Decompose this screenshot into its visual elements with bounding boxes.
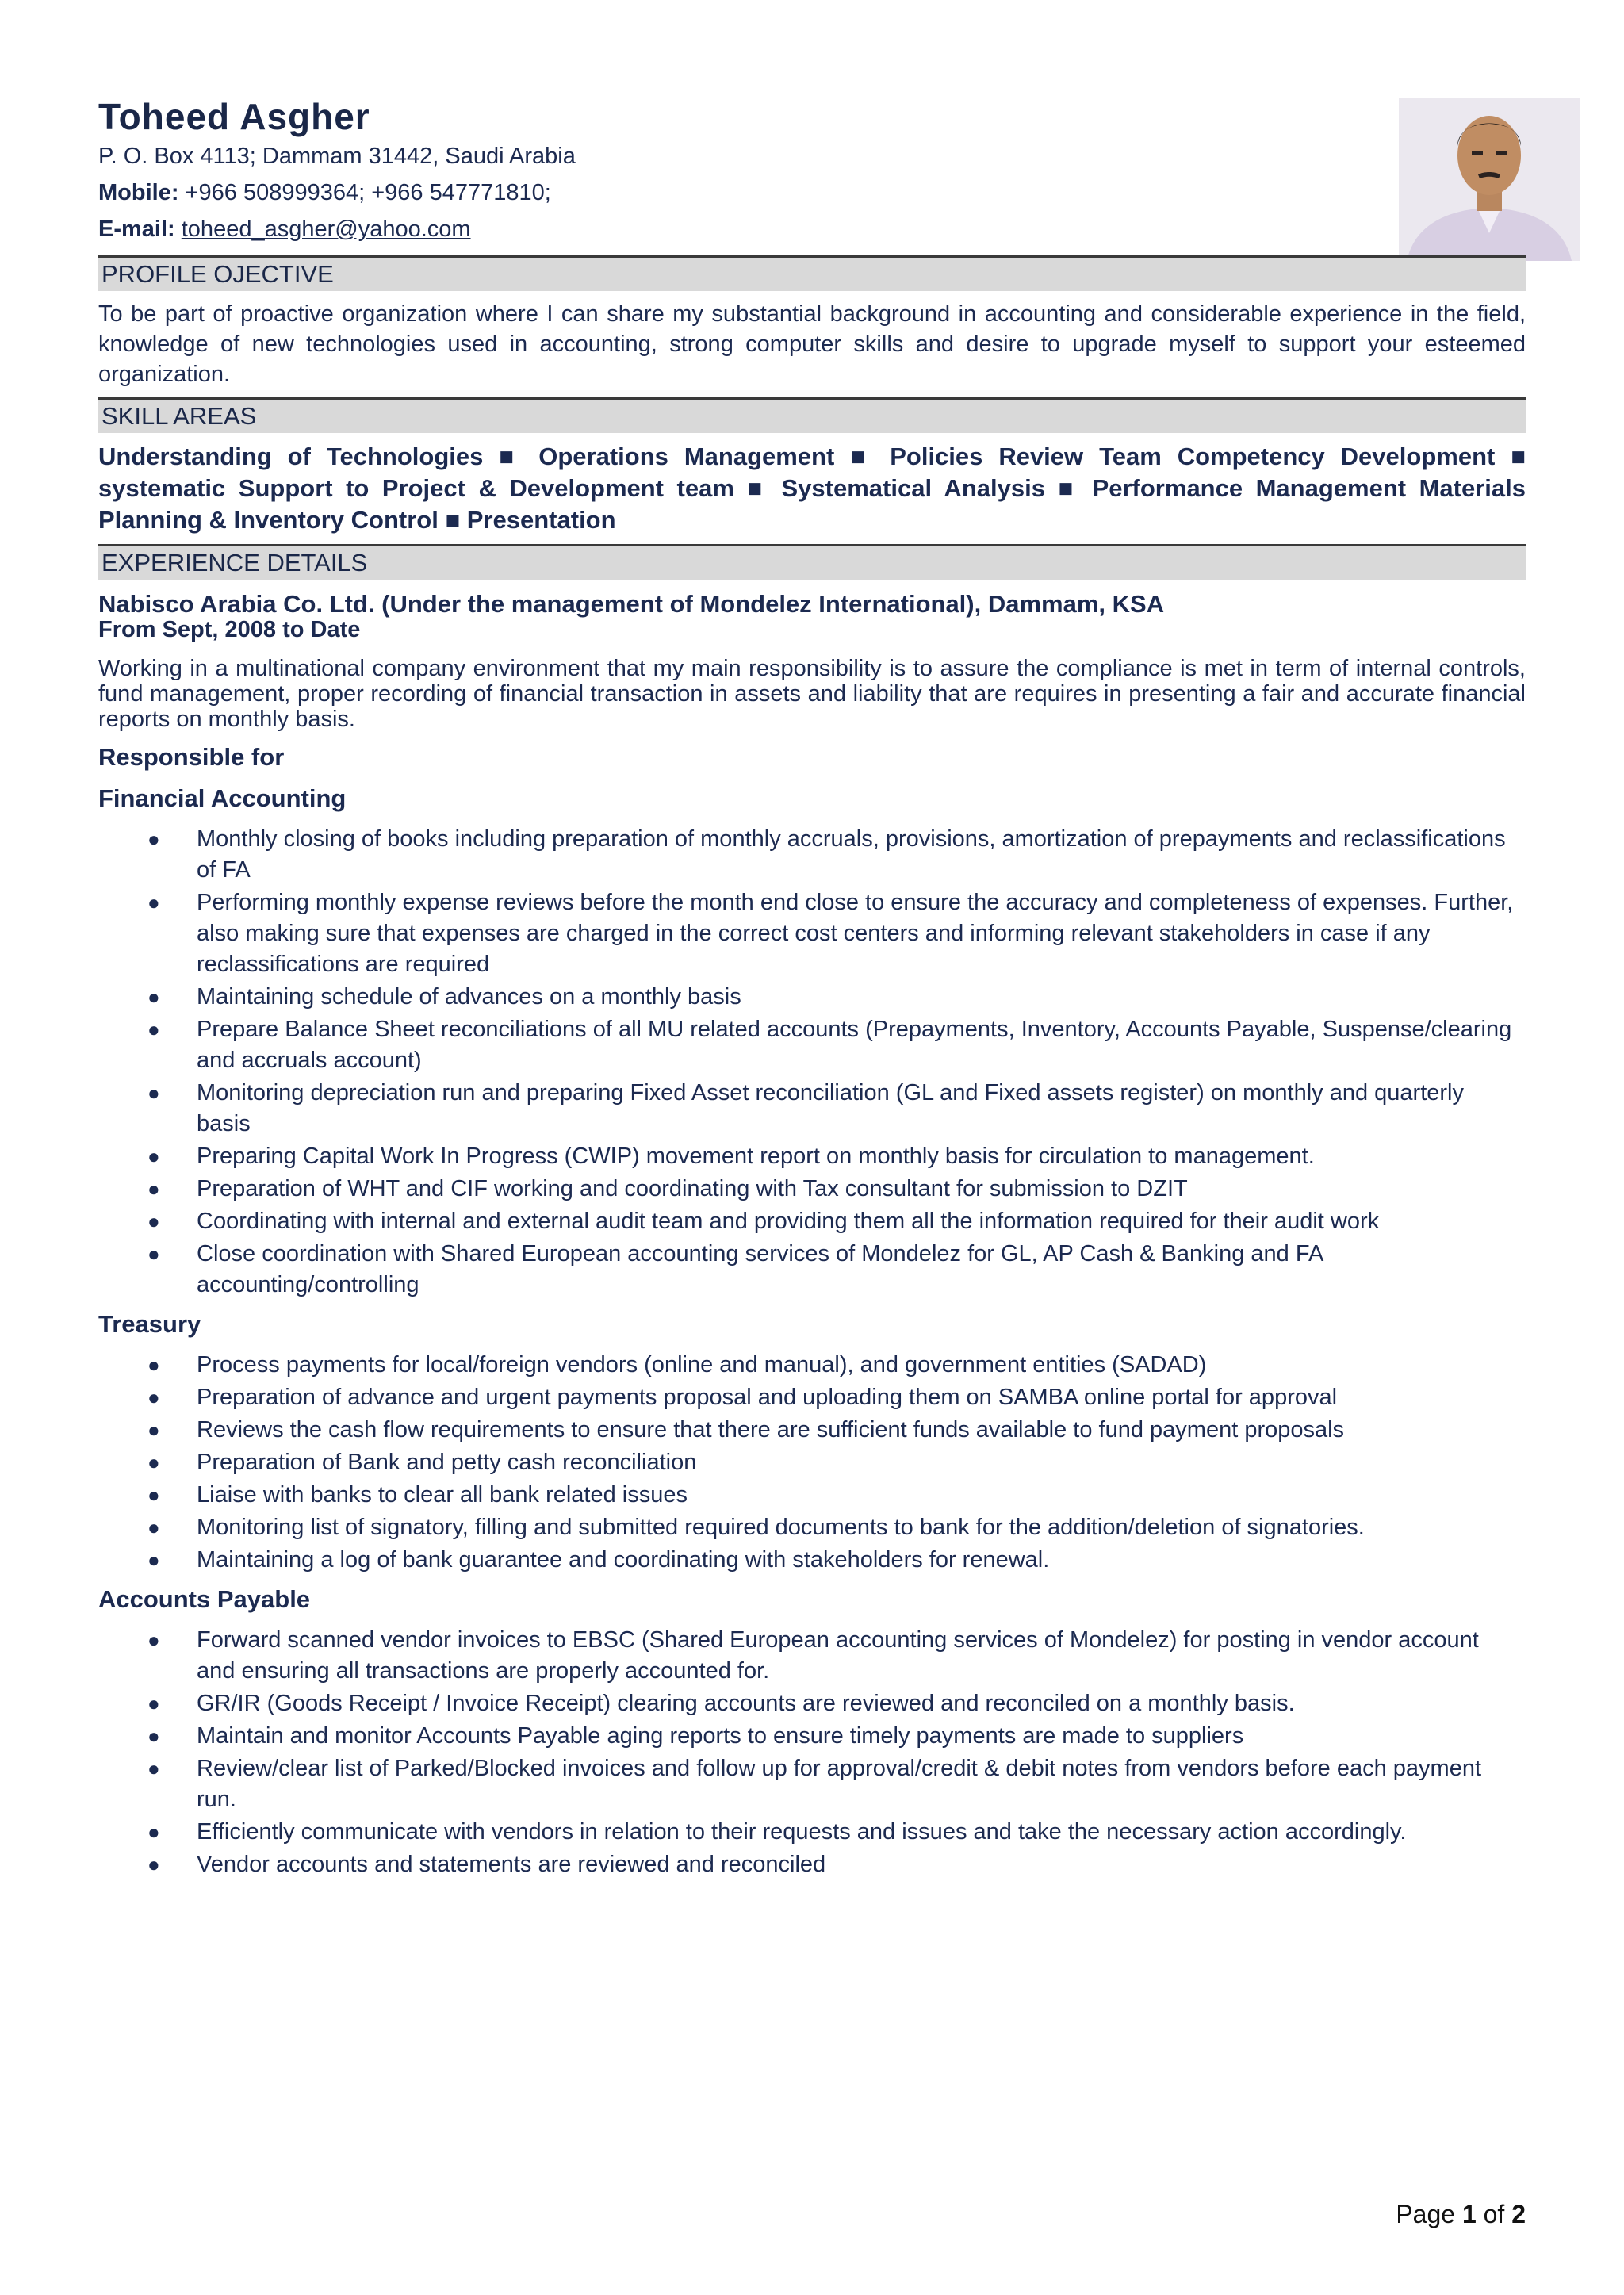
treasury-list xyxy=(98,1350,1526,1576)
email-link[interactable]: toheed_asgher@yahoo.com xyxy=(181,216,471,242)
bullet-icon: ● xyxy=(147,827,160,851)
total-pages: 2 xyxy=(1511,2200,1526,2228)
experience-heading: EXPERIENCE DETAILS xyxy=(98,544,1526,580)
bullet-icon: ● xyxy=(147,1177,160,1201)
skills-heading: SKILL AREAS xyxy=(98,397,1526,433)
bullet-icon: ● xyxy=(147,1144,160,1168)
list-item: ● Preparing Capital Work In Progress (CWIP) movement report on monthly basis for circulation to management. xyxy=(98,1141,1526,1172)
bullet-icon: ● xyxy=(147,1692,160,1715)
email-label: E-mail: xyxy=(98,216,175,242)
bullet-icon: ● xyxy=(147,1450,160,1474)
section-title-treasury: Treasury xyxy=(98,1310,201,1338)
list-item: ● Performing monthly expense reviews before the month end close to ensure the accuracy and completeness of expenses. Further, also making sure that expenses are charged in the correct cost centers and informing relevant stakeholders in case if any reclassifications are required xyxy=(98,887,1526,980)
responsible-label: Responsible for xyxy=(98,743,285,771)
address: P. O. Box 4113; Dammam 31442, Saudi Arabia xyxy=(98,144,576,169)
financial-accounting-list xyxy=(98,824,1526,1301)
page-number: Page 1 of 2 xyxy=(1396,2200,1526,2228)
list-item: ● Reviews the cash flow requirements to ensure that there are sufficient funds available to fund payment proposals xyxy=(98,1415,1526,1446)
list-item: ● Maintain and monitor Accounts Payable aging reports to ensure timely payments are made to suppliers xyxy=(98,1721,1526,1752)
section-title-financial-accounting: Financial Accounting xyxy=(98,784,347,812)
list-item: ● GR/IR (Goods Receipt / Invoice Receipt) clearing accounts are reviewed and reconciled on a monthly basis. xyxy=(98,1688,1526,1719)
skills-text: Understanding of Technologies ■ Operations Management ■ Policies Review Team Competency Development ■ systematic Support to Project & Development team ■ Systematical Analysis ■ Performance Management Materials Planning & Inventory Control ■ Presentation xyxy=(98,443,1526,534)
bullet-icon: ● xyxy=(147,1548,160,1572)
bullet-icon: ● xyxy=(147,985,160,1009)
list-item: ● Preparation of advance and urgent payments proposal and uploading them on SAMBA online portal for approval xyxy=(98,1382,1526,1413)
list-item: ● Monitoring list of signatory, filling and submitted required documents to bank for the addition/deletion of signatories. xyxy=(98,1512,1526,1543)
list-item: ● Preparation of Bank and petty cash reconciliation xyxy=(98,1447,1526,1478)
bullet-icon: ● xyxy=(147,1418,160,1442)
list-item: ● Close coordination with Shared European accounting services of Mondelez for GL, AP Cash & Banking and FA accounting/controlling xyxy=(98,1239,1526,1301)
bullet-icon: ● xyxy=(147,1209,160,1233)
list-item: ● Prepare Balance Sheet reconciliations of all MU related accounts (Prepayments, Inventory, Accounts Payable, Suspense/clearing and accruals account) xyxy=(98,1014,1526,1076)
bullet-icon: ● xyxy=(147,1757,160,1780)
list-item: ● Monthly closing of books including preparation of monthly accruals, provisions, amortization of prepayments and reclassifications of FA xyxy=(98,824,1526,886)
bullet-icon: ● xyxy=(147,1242,160,1266)
bullet-icon: ● xyxy=(147,1724,160,1748)
section-title-accounts-payable: Accounts Payable xyxy=(98,1585,311,1613)
list-item: ● Review/clear list of Parked/Blocked invoices and follow up for approval/credit & debit notes from vendors before each payment run. xyxy=(98,1753,1526,1815)
list-item: ● Maintaining schedule of advances on a monthly basis xyxy=(98,982,1526,1013)
current-page: 1 xyxy=(1461,2200,1477,2228)
bullet-icon: ● xyxy=(147,1628,160,1652)
candidate-name: Toheed Asgher xyxy=(98,96,370,137)
resume-page xyxy=(98,95,1526,1885)
bullet-icon: ● xyxy=(147,1353,160,1377)
bullet-icon: ● xyxy=(147,891,160,914)
bullet-icon: ● xyxy=(147,1017,160,1041)
company-name: Nabisco Arabia Co. Ltd. (Under the management of Mondelez International), Dammam, KSA xyxy=(98,590,1165,618)
profile-text: To be part of proactive organization where I can share my substantial background in accounting and considerable experience in the field, knowledge of new technologies used in accounting, strong computer skills and desire to upgrade myself to support your esteemed organization. xyxy=(98,301,1526,387)
list-item: ● Vendor accounts and statements are reviewed and reconciled xyxy=(98,1849,1526,1880)
mobile-value: +966 508999364; +966 547771810; xyxy=(178,180,551,205)
bullet-icon: ● xyxy=(147,1515,160,1539)
list-item: ● Maintaining a log of bank guarantee and coordinating with stakeholders for renewal. xyxy=(98,1545,1526,1576)
email-line xyxy=(98,211,1526,247)
mobile-label: Mobile: xyxy=(98,180,179,205)
accounts-payable-list xyxy=(98,1625,1526,1880)
bullet-icon: ● xyxy=(147,1820,160,1844)
experience-summary: Working in a multinational company environment that my main responsibility is to assure the compliance is met in term of internal controls, fund management, proper recording of financial transaction in assets and liability that are requires in presenting a fair and accurate financial reports on monthly basis. xyxy=(98,656,1526,732)
list-item: ● Coordinating with internal and external audit team and providing them all the information required for their audit work xyxy=(98,1206,1526,1237)
list-item: ● Liaise with banks to clear all bank related issues xyxy=(98,1480,1526,1511)
bullet-icon: ● xyxy=(147,1385,160,1409)
bullet-icon: ● xyxy=(147,1483,160,1507)
list-item: ● Efficiently communicate with vendors in relation to their requests and issues and take the necessary action accordingly. xyxy=(98,1817,1526,1848)
list-item: ● Forward scanned vendor invoices to EBSC (Shared European accounting services of Mondelez) for posting in vendor account and ensuring all transactions are properly accounted for. xyxy=(98,1625,1526,1687)
bullet-icon: ● xyxy=(147,1081,160,1105)
employment-dates: From Sept, 2008 to Date xyxy=(98,617,361,642)
mobile-line xyxy=(98,174,1526,211)
list-item: ● Preparation of WHT and CIF working and coordinating with Tax consultant for submission to DZIT xyxy=(98,1174,1526,1205)
profile-heading: PROFILE OJECTIVE xyxy=(98,255,1526,291)
bullet-icon: ● xyxy=(147,1852,160,1876)
list-item: ● Monitoring depreciation run and preparing Fixed Asset reconciliation (GL and Fixed assets register) on monthly and quarterly basis xyxy=(98,1078,1526,1140)
list-item: ● Process payments for local/foreign vendors (online and manual), and government entities (SADAD) xyxy=(98,1350,1526,1381)
